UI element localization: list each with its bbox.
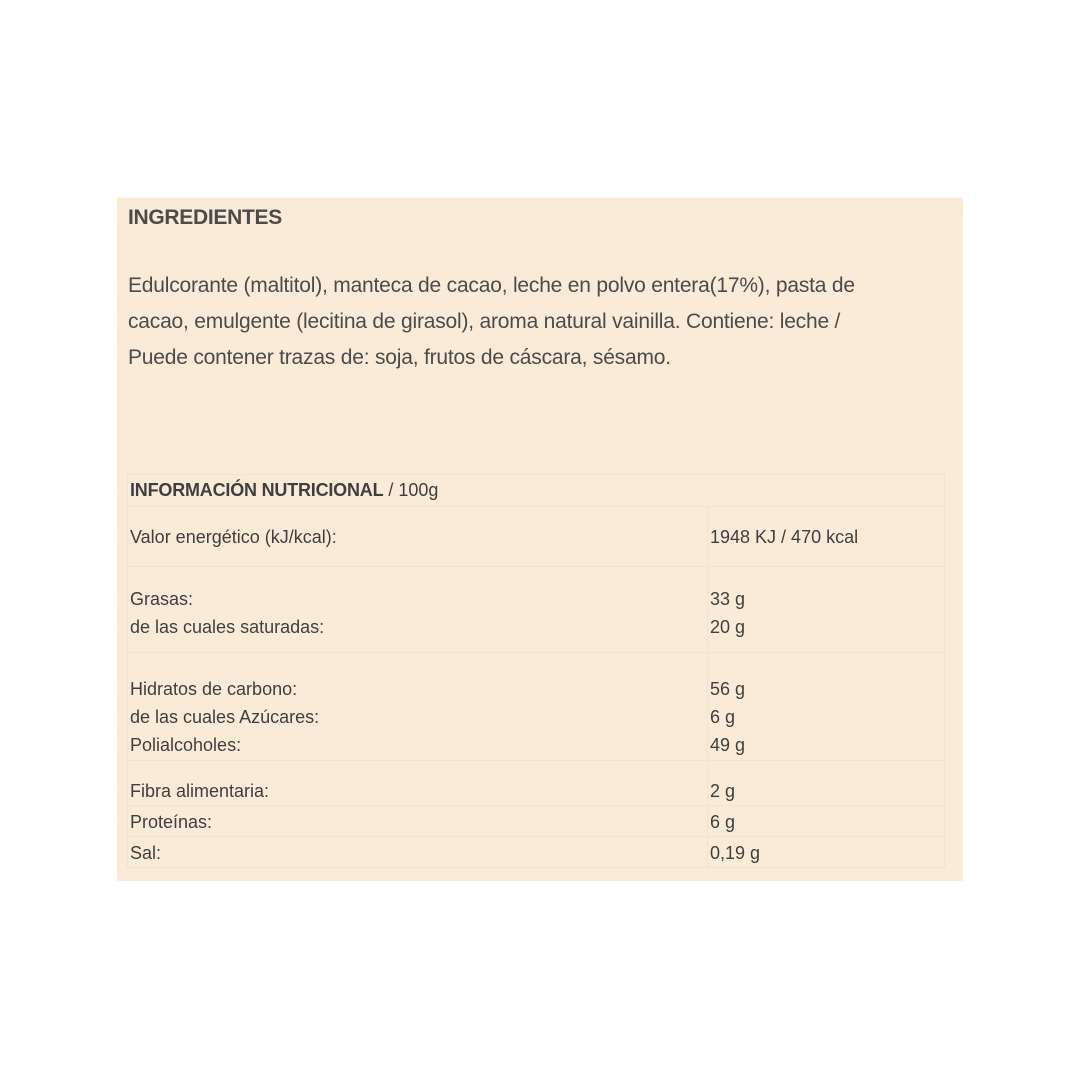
nutrition-header — [128, 475, 945, 507]
nutrition-title: INFORMACIÓN NUTRICIONAL — [130, 480, 384, 500]
polyols-label: Polialcoholes: — [130, 735, 242, 755]
fat-label: Grasas: — [130, 589, 194, 609]
fat-value: 33 g — [710, 589, 746, 609]
carb-values — [708, 653, 945, 761]
table-row — [128, 806, 945, 837]
nutrition-header-row — [128, 475, 945, 507]
energy-label: Valor energético (kJ/kcal): — [128, 507, 708, 567]
energy-value: 1948 KJ / 470 kcal — [708, 507, 945, 567]
ingredients-title: INGREDIENTES — [128, 206, 282, 229]
fat-labels — [128, 567, 708, 653]
table-row — [128, 837, 945, 868]
saturated-value: 20 g — [710, 617, 746, 637]
product-info-panel — [117, 198, 963, 881]
carb-labels — [128, 653, 708, 761]
nutrition-unit: / 100g — [383, 480, 439, 500]
sugars-value: 6 g — [710, 707, 736, 727]
salt-label: Sal: — [128, 837, 708, 868]
polyols-value: 49 g — [710, 735, 746, 755]
carbs-value: 56 g — [710, 679, 746, 699]
sugars-label: de las cuales Azúcares: — [130, 707, 320, 727]
ingredients-line: Edulcorante (maltitol), manteca de cacao, leche en polvo entera(17%), pasta de — [128, 274, 855, 297]
protein-label: Proteínas: — [128, 806, 708, 837]
salt-value: 0,19 g — [708, 837, 945, 868]
table-row — [128, 653, 945, 761]
protein-value: 6 g — [708, 806, 945, 837]
table-row — [128, 507, 945, 567]
table-row — [128, 567, 945, 653]
nutrition-table — [127, 474, 945, 868]
fiber-label: Fibra alimentaria: — [128, 761, 708, 806]
ingredients-line: cacao, emulgente (lecitina de girasol), aroma natural vainilla. Contiene: leche / — [128, 310, 841, 333]
carbs-label: Hidratos de carbono: — [130, 679, 298, 699]
table-row — [128, 761, 945, 806]
saturated-label: de las cuales saturadas: — [130, 617, 325, 637]
fiber-value: 2 g — [708, 761, 945, 806]
fat-values — [708, 567, 945, 653]
ingredients-line: Puede contener trazas de: soja, frutos de cáscara, sésamo. — [128, 346, 671, 369]
ingredients-text — [128, 268, 918, 376]
